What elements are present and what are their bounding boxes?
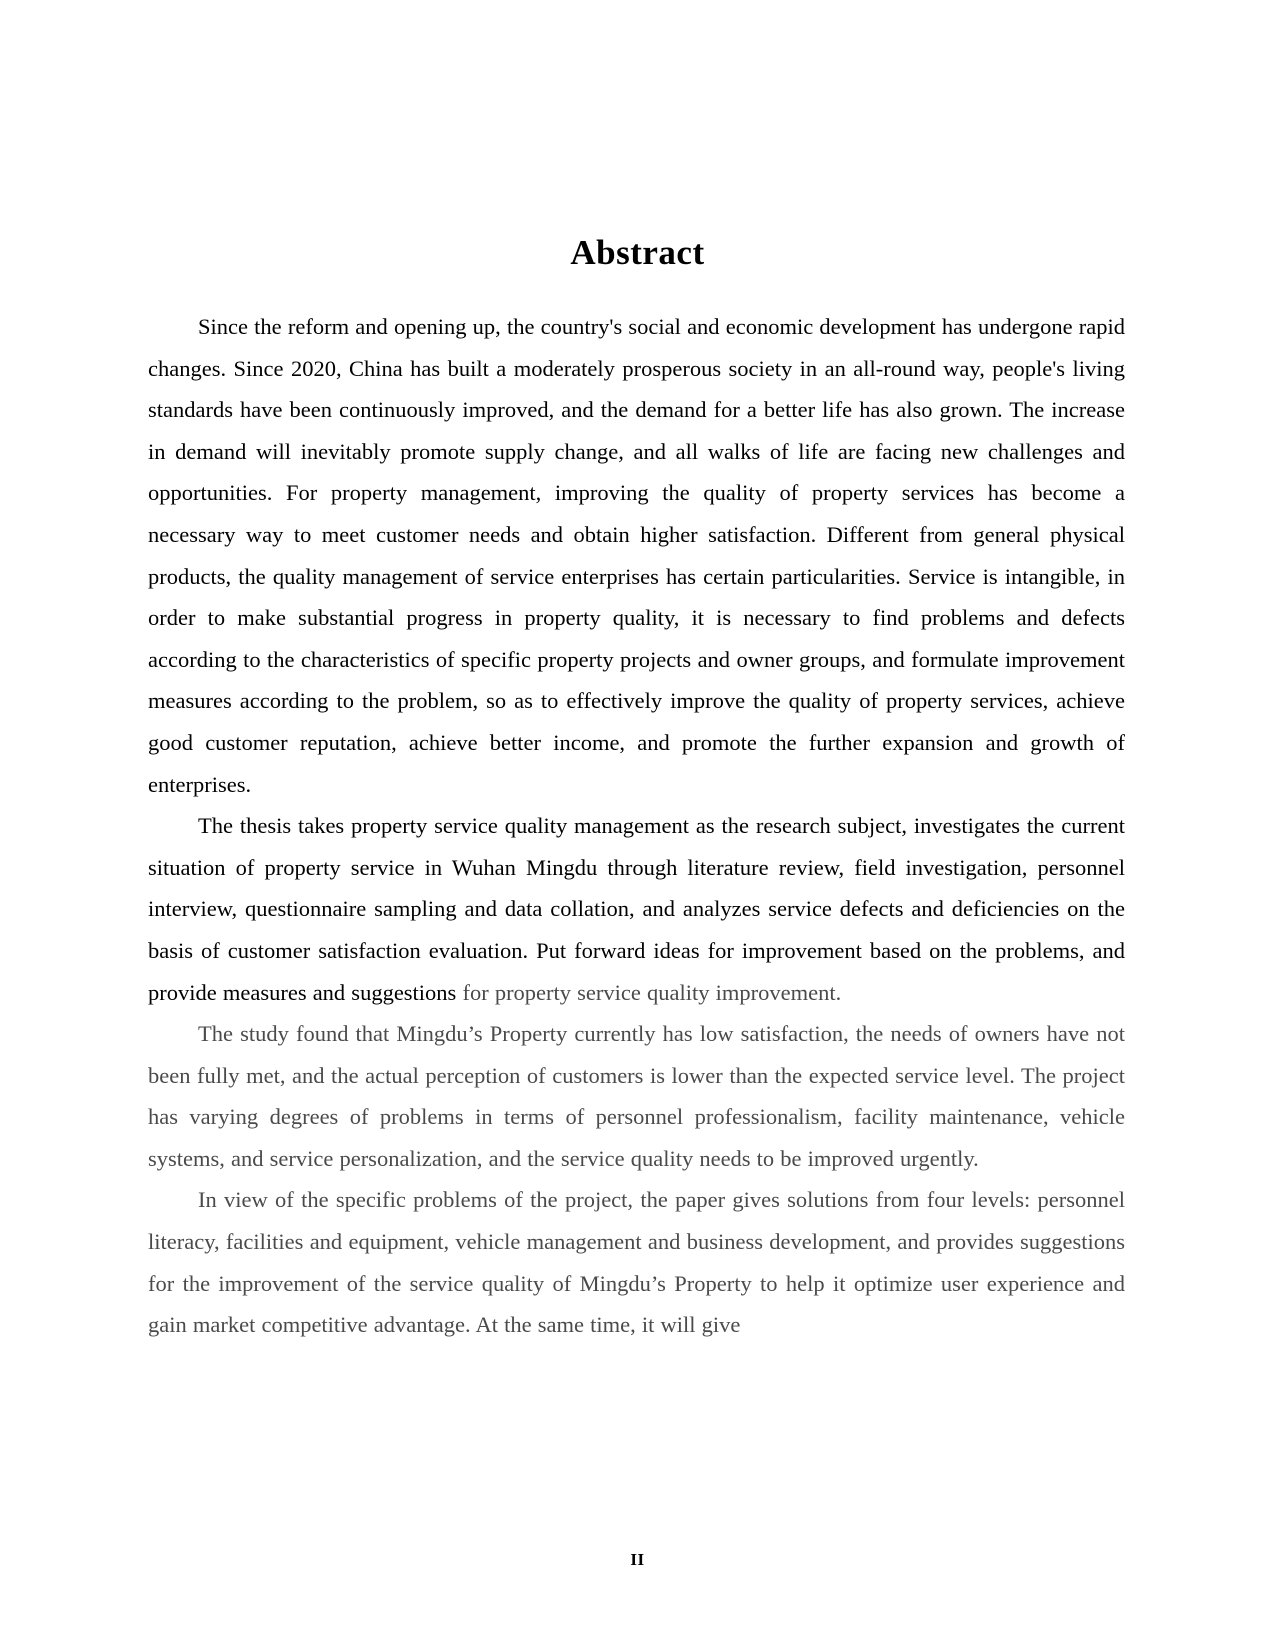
abstract-paragraph-1: Since the reform and opening up, the country's social and economic development has undergone rapid changes. Since 2020, China has built a moderately prosperous society in an all-round way, people's living standards have been continuously improved, and the demand for a better life has also grown. The increase in demand will inevitably promote supply change, and all walks of life are facing new challenges and opportunities. For property management, improving the quality of property services has become a necessary way to meet customer needs and obtain higher satisfaction. Different from general physical products, the quality management of service enterprises has certain particularities. Service is intangible, in order to make substantial progress in property quality, it is necessary to find problems and defects according to the characteristics of specific property projects and owner groups, and formulate improvement measures according to the problem, so as to effectively improve the quality of property services, achieve good customer reputation, achieve better income, and promote the further expansion and growth of enterprises. [148, 314, 1125, 797]
abstract-paragraph-3: The study found that Mingdu’s Property currently has low satisfaction, the needs of owners have not been fully met, and the actual perception of customers is lower than the expected service level. The project has varying degrees of problems in terms of personnel professionalism, facility maintenance, vehicle systems, and service personalization, and the service quality needs to be improved urgently. [148, 1021, 1125, 1171]
page-number: II [630, 1550, 645, 1569]
abstract-paragraph-2-main: The thesis takes property service quality management as the research subject, investigates the current situation of property service in Wuhan Mingdu through literature review, field investigation, personnel interview, questionnaire sampling and data collation, and analyzes service defects and deficiencies on the basis of customer satisfaction evaluation. Put forward ideas for improvement based on the problems, and provide measures and suggestions [148, 813, 1125, 1005]
abstract-paragraph-2 [148, 805, 1125, 1013]
page-title: Abstract [570, 233, 705, 273]
abstract-body [148, 306, 1125, 1346]
abstract-paragraph-4: In view of the specific problems of the project, the paper gives solutions from four levels: personnel literacy, facilities and equipment, vehicle management and business development, and provides suggestions for the improvement of the service quality of Mingdu’s Property to help it optimize user experience and gain market competitive advantage. At the same time, it will give [148, 1187, 1125, 1338]
abstract-paragraph-2-tail: for property service quality improvement. [462, 979, 842, 1005]
